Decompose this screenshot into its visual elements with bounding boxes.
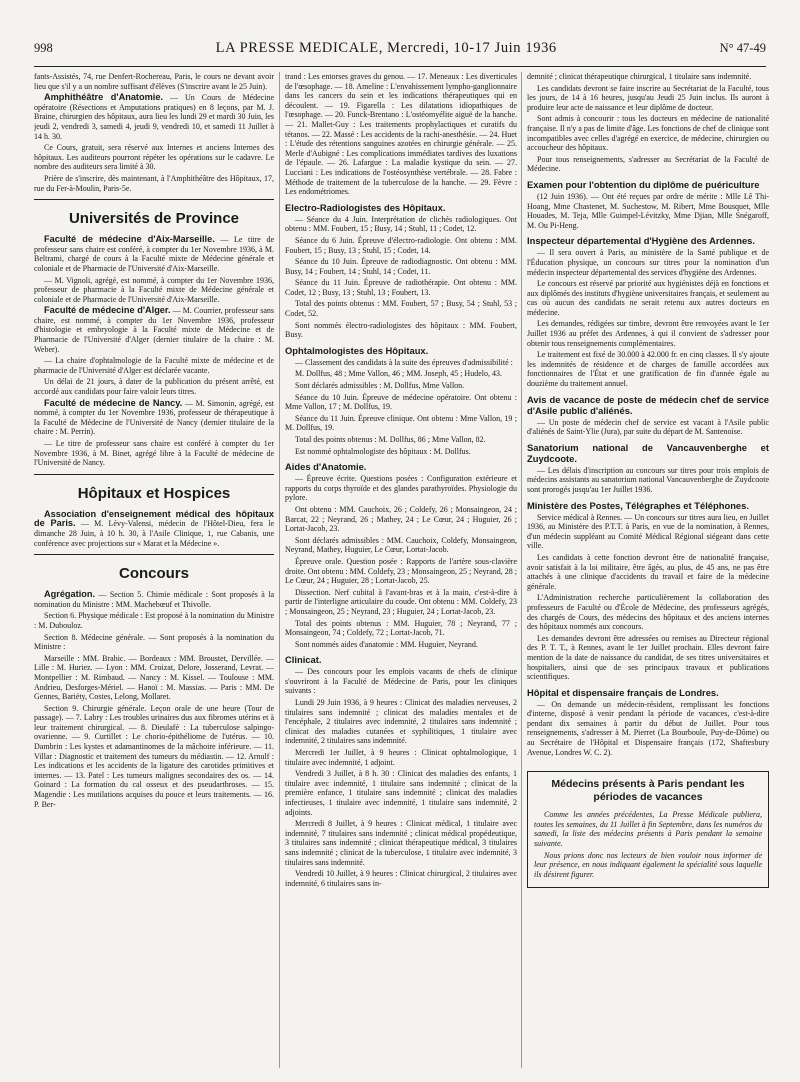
notice-text: — Un Cours de Médecine opératoire (Résections et Amputations pratiques) en 8 leçons, par M. J. Braine, chirurgien des hôpitaux, aura lieu les lundi 29 et mardi 30 Juin, les jeudi 2, vendredi 3, samedi 4, jeudi 9, vendredi 10, et samedi 11 Juillet à 14 h. 30. xyxy=(34,93,274,141)
paragraph: Un délai de 21 jours, à dater de la publication du présent arrêté, est accordé aux candidats pour faire valoir leurs titres. xyxy=(34,377,274,397)
paragraph: — Il sera ouvert à Paris, au ministère de la Santé publique et de l'Éducation physique, un concours sur titres pour la nomination d'un médecin inspecteur départemental des services d'hygiène des Ardennes. xyxy=(527,248,769,277)
paragraph: — Séance du 4 Juin. Interprétation de clichés radiologiques. Ont obtenu : MM. Foubert, 15 ; Busy, 14 ; Stuhl, 11 ; Codet, 12. xyxy=(285,214,517,234)
notice-nancy xyxy=(34,399,274,437)
notice-title: Agrégation. xyxy=(44,589,96,600)
notice-text: — Section 5. Chimie médicale : Sont proposés à la nomination du Ministre : MM. Machebœuf et Thivolle. xyxy=(34,590,274,609)
section-rule xyxy=(34,554,274,555)
paragraph: Sont déclarés admissibles : MM. Cauchoix, Coldefy, Monsaingeon, Neyrand, Mathey, Huguier, Le Cœur, Lortat-Jacob. xyxy=(285,535,517,555)
paragraph: Sont nommés aides d'anatomie : MM. Huguier, Neyrand. xyxy=(295,639,478,649)
paragraph: Mercredi 8 Juillet, à 9 heures : Clinicat médical, 1 titulaire avec indemnité, 7 titulaires sans indemnité ; clinicat médical propédeutique, 3 titulaires sans indemnité ; clinicat thérapeutique médical, 3 titulaires sans indemnité ; clinicat de la tuberculose, 1 titulaire avec indemnité, 3 titulaires sans indemnité. xyxy=(285,819,517,867)
box-paragraph xyxy=(534,851,762,880)
notice-title: Ophtalmologistes des Hôpitaux. xyxy=(285,344,429,356)
notice-text: — M. Lévy-Valensi, médecin de l'Hôtel-Dieu, fera le dimanche 28 Juin, à 10 h. 30, à l'Asile Clinique, 1, rue Cabanis, une conférence avec projections sur « Marat et la Médecine ». xyxy=(34,519,274,548)
box-title: Médecins présents à Paris pendant les périodes de vacances xyxy=(551,778,745,804)
paragraph: Les candidats devront se faire inscrire au Secrétariat de la Faculté, tous les jours, de 14 à 16 heures, jusqu'au Jeudi 25 Juin inclus. Ils auront à produire leur acte de naissance et leur diplôme de docteur. xyxy=(527,83,769,112)
paragraph: fants-Assistés, 74, rue Denfert-Rochereau, Paris, le cours ne devant avoir lieu que s'il y a un nombre suffisant d'élèves (S'inscrire avant le 25 Juin). xyxy=(34,72,274,91)
notice-title: Hôpital et dispensaire français de Londres. xyxy=(527,686,719,698)
paragraph: Sont déclarés admissibles : M. Dollfus, Mme Vallon. xyxy=(295,381,465,391)
paragraph: Marseille : MM. Brahic. — Bordeaux : MM. Broustet, Dervillée. — Lille : M. Huriez. — Lyon : MM. Croizat, Delore, Josserand, Levrat. — Montpellier : M. Rimbaud. — Nancy : M. Kissel. — Toulouse : MM. Andrieu, Desforges-Mériel. — Hanoï : M. Massias. — Paris : MM. De Gennes, Bariéty, Costes, Lelong, Mollaret. xyxy=(34,653,274,702)
paragraph: demnité ; clinicat thérapeutique chirurgical, 1 titulaire sans indemnité. xyxy=(527,72,752,81)
notice-title: Faculté de médecine d'Alger. xyxy=(44,305,171,316)
paragraph: trand : Les entorses graves du genou. — 17. Meneaux : Les diverticules de l'œsophage. — 18. Ameline : L'envahissement lympho-ganglionnaire dans les cancers du sein et les indications thérapeutiques qui en découlent. — 19. Figarella : Les dilatations idiopathiques de l'œsophage. — 20. Funck-Brentano : L'ostéomyélite aiguë de la hanche. — 21. Mallet-Guy : Les traitements prophylactiques et curatifs du tétanos. — 22. Massé : Les accidents de la rachi-anesthésie. — 24. Huet : L'étude des rétentions sanguines azotées en chirurgie générale. — 25. Merle d'Aubigné : Les complications immédiates tardives des luxations de l'épaule. — 26. Lafargue : La maladie kystique du sein. — 27. Lucciani : Les indications de l'ostéosynthèse vertébrale. — 28. Fabre : Méthode de traitement de la tuberculose de la hanche. — 29. Fèvre : Les endométriomes. xyxy=(285,72,517,197)
paragraph: Les demandes devront être adressées ou remises au Directeur régional des P. T. T., à Rennes, avant le 1er Juillet prochain. Elles devront faire mention de la date de naissance du candidat, de ses titres universitaires et hospitaliers, ainsi que de ses principaux travaux et publications scientifiques. xyxy=(527,633,769,682)
paragraph: Est nommé ophtalmologiste des hôpitaux : M. Dollfus. xyxy=(295,446,471,456)
paragraph: — Le titre de professeur sans chaire est conféré à compter du 1er Novembre 1936, à M. Binet, agrégé libre à la Faculté de médecine de l'Université de Nancy. xyxy=(34,439,274,468)
paragraph: Total des points obtenus : MM. Huguier, 78 ; Neyrand, 77 ; Monsaingeon, 74 ; Coldefy, 72 ; Lortat-Jacob, 71. xyxy=(285,618,517,638)
issue-number: N° 47-49 xyxy=(719,41,766,55)
paragraph: Lundi 29 Juin 1936, à 9 heures : Clinicat des maladies nerveuses, 2 titulaires sans indemnité ; clinicat des maladies mentales et de l'encéphale, 2 titulaires avec indemnité, 2 titulaires sans indemnité ; clinicat des maladies cutanées et syphilitiques, 1 titulaire avec indemnité, 2 titulaires sans indemnité. xyxy=(285,698,517,746)
paragraph: Séance du 11 Juin. Épreuve clinique. Ont obtenu : Mme Vallon, 19 ; M. Dollfus, 19. xyxy=(285,413,517,433)
paragraph: Séance du 11 Juin. Épreuve de radiothérapie. Ont obtenu : MM. Codet, 12 ; Busy, 13 ; Stuhl, 13 ; Foubert, 13. xyxy=(285,278,517,297)
paragraph: Sont nommés électro-radiologistes des hôpitaux : MM. Foubert, Busy. xyxy=(285,320,517,340)
paragraph: Section 9. Chirurgie générale. Leçon orale de une heure (Tour de passage). — 7. Labry : Les troubles urinaires dus aux fibromes utérins et à leur traitement chirurgical. — 8. Dieulafé : La tuberculose salpingo-ovarienne. — 9. Curtillet : Le chorio-épithéliome de l'utérus. — 10. Dambrin : Les kystes et adamantinomes de la mâchoire inférieure. — 11. Villar : Diagnostic et traitement des tumeurs du médiastin. — 12. Arnulf : Les indications et les accidents de la ligature des carotides primitives et internes. — 13. Patel : Les tumeurs malignes secondaires des os. — 14. Goinard : La formation du cal osseux et des pseudarthroses. — 15. Magendie : Les mutilations acquises du pouce et leurs traitements. — 16. P. Ber- xyxy=(34,703,274,809)
paragraph: Section 6. Physique médicale : Est proposé à la nomination du Ministre : M. Dubouloz. xyxy=(34,611,274,630)
section-rule xyxy=(34,474,274,475)
paragraph: L'Administration recherche particulièrement la collaboration des professeurs de Faculté ou d'École de Médecine, des professeurs agrégés, des chargés de Cours, des médecins des hôpitaux et des anciens internes des hôpitaux nommés aux concours. xyxy=(527,593,769,632)
paragraph: Ce Cours, gratuit, sera réservé aux Internes et anciens Internes des hôpitaux. Les auditeurs pourront répéter les opérations sur le cadavre. Le nombre des auditeurs sera limité à 30. xyxy=(34,143,274,172)
notice-title: Avis de vacance de poste de médecin chef de service d'Asile public d'aliénés. xyxy=(527,393,769,416)
vacances-notice-box xyxy=(527,771,769,888)
paragraph: Section 8. Médecine générale. — Sont proposés à la nomination du Ministre : xyxy=(34,632,274,652)
paragraph: Séance du 6 Juin. Épreuve d'électro-radiologie. Ont obtenu : MM. Foubert, 15 ; Busy, 13 ; Stuhl, 15 ; Codet, 14. xyxy=(285,235,517,255)
paragraph: Prière de s'inscrire, dès maintenant, à l'Amphithéâtre des Hôpitaux, 17, rue du Fer-à-Moulin, Paris-5e. xyxy=(34,173,274,193)
paragraph: (12 Juin 1936). — Ont été reçues par ordre de mérite : Mlle Lê Thi-Hoang, Mme Chastenet, M. Suchestow, M. Ribert, Mme Bousquet, Mlle Houades, M. Teja, Mlle Guimpel-Lévitzky, Mme Djian, Mlle Snégaroff, M. Ou Pi-Heng. xyxy=(527,191,769,230)
column-left xyxy=(34,72,274,1068)
box-text: Comme les années précédentes, La Presse Médicale publiera, toutes les semaines, du 11 Juillet à fin Septembre, dans les numéros du samedi, la liste des médecins présents à Paris pendant la semaine suivante. xyxy=(534,810,762,849)
notice-title: Faculté de médecine de Nancy. xyxy=(44,397,183,408)
paragraph: — Un poste de médecin chef de service est vacant à l'Asile public d'aliénés de Saint-Ylie (Jura), par suite du départ de M. Santenoise. xyxy=(527,417,769,437)
column-divider xyxy=(279,72,280,1068)
column-divider xyxy=(521,72,522,1068)
paragraph: — On demande un médecin-résident, remplissant les fonctions d'interne, disposé à venir pendant la période de vacances, c'est-à-dire pendant dix semaines à partir du début de Juillet. Pour tous renseignements, s'adresser à M. Pierret (La Bourboule, Puy-de-Dôme) ou au Secrétaire de l'Hôpital et Dispensaire français (172, Shaftesbury Avenue, Londres W. C. 2). xyxy=(527,699,769,757)
paragraph: — Les délais d'inscription au concours sur titres pour trois emplois de médecins assistants au sanatorium national Vancauvenberghe de Zuydcoote sont prorogés jusqu'au 1er Juillet 1936. xyxy=(527,465,769,494)
notice-amphitheatre xyxy=(34,93,274,141)
paragraph: Séance du 10 Juin. Épreuve de médecine opératoire. Ont obtenu : Mme Vallon, 17 ; M. Dollfus, 19. xyxy=(285,392,517,412)
paragraph: Sont admis à concourir : tous les docteurs en médecine de nationalité française. Il n'y a pas de limite d'âge. Les fonctions de chef de clinique sont incompatibles avec celles d'agrégé en exercice, de médecine, chirurgien ou accoucheur des hôpitaux. xyxy=(527,114,769,153)
paragraph: — Des concours pour les emplois vacants de chefs de clinique s'ouvriront à la Faculté de Médecine de Paris, pour les cliniques suivants : xyxy=(285,667,517,696)
paragraph: Séance du 10 Juin. Épreuve de radiodiagnostic. Ont obtenu : MM. Busy, 14 ; Foubert, 14 ; Stuhl, 14 ; Codet, 11. xyxy=(285,257,517,276)
column-right xyxy=(527,72,769,1068)
notice-title: Examen pour l'obtention du diplôme de puériculture xyxy=(527,178,760,190)
paragraph: — La chaire d'ophtalmologie de la Faculté mixte de médecine et de pharmacie de l'Université d'Alger est déclarée vacante. xyxy=(34,356,274,375)
notice-title: Clinicat. xyxy=(285,654,322,666)
paragraph: — Épreuve écrite. Questions posées : Configuration extérieure et rapports du corps thyroïde et des glandes parathyroïdes. Physiologie du pylore. xyxy=(285,474,517,503)
notice-alger xyxy=(34,306,274,354)
notice-title: Amphithéâtre d'Anatomie. xyxy=(44,92,163,103)
section-heading-concours: Concours xyxy=(118,565,189,583)
paragraph: — M. Vignoli, agrégé, est nommé, à compter du 1er Novembre 1936, professeur de pharmacie à la Faculté mixte de Médecine générale et coloniale et de Pharmacie de l'Université d'Aix-Marseille. xyxy=(34,275,274,304)
paragraph: Service médical à Rennes. — Un concours sur titres aura lieu, en Juillet 1936, au Ministère des P.T.T. à Paris, en vue de la nomination, à Rennes, d'un médecin suppléant au Comité Médical Régional siégeant dans cette ville. xyxy=(527,512,769,551)
paragraph: Dissection. Nerf cubital à l'avant-bras et à la main, c'est-à-dire à partir de l'interligne articulaire du coude. Ont obtenu : MM. Coldefy, 23 ; Monsaingeon, 25 ; Neyrand, 23 ; Huguier, 24 ; Lortat-Jacob, 23. xyxy=(285,587,517,616)
paragraph: Les demandes, rédigées sur timbre, devront être renvoyées avant le 1er Juillet 1936 au préfet des Ardennes, à qui il convient de s'adresser pour obtenir tous renseignements complémentaires. xyxy=(527,319,769,348)
box-text: Nous prions donc nos lecteurs de bien vouloir nous informer de leur présence, en nous indiquant également la spécialité sous laquelle ils désirent figurer. xyxy=(534,850,762,879)
notice-title: Ministère des Postes, Télégraphes et Téléphones. xyxy=(527,499,749,511)
publication-title: LA PRESSE MEDICALE, Mercredi, 10-17 Juin 1936 xyxy=(215,40,557,56)
paragraph: Le traitement est fixé de 30.000 à 42.000 fr. en cinq classes. Il s'y ajoute les indemnités de résidence et de charges de famille accordées aux fonctionnaires de l'État et une gratification de fin d'année égale au douzième du traitement annuel. xyxy=(527,350,769,389)
paragraph: Vendredi 3 Juillet, à 8 h. 30 : Clinicat des maladies des enfants, 1 titulaire avec indemnité, 1 titulaire sans indemnité ; clinicat de la première enfance, 1 titulaire sans indemnité ; clinicat des maladies infectieuses, 1 titulaire avec indemnité, 1 titulaire sans indemnité, 2 adjoints. xyxy=(285,769,517,817)
notice-title: Association d'enseignement médical des hôpitaux de Paris. xyxy=(34,508,274,529)
notice-title: Sanatorium national de Vancauvenberghe et Zuydcoote. xyxy=(527,441,769,464)
paragraph: Le concours est réservé par priorité aux hygiénistes déjà en fonctions et aux diplômés des instituts d'hygiène universitaires français, et seulement au cas où aucun des candidats ne serait retenu aux autres docteurs en médecine. xyxy=(527,279,769,317)
section-heading-universites: Universités de Province xyxy=(68,210,240,228)
box-paragraph xyxy=(534,810,762,848)
notice-title: Inspecteur départemental d'Hygiène des Ardennes. xyxy=(527,235,755,247)
notice-text: — Le titre de professeur sans chaire est conféré, à compter du 1er Novembre 1936, à M. Beltrami, chargé de cours à la Faculté mixte de Médecine générale et coloniale et de Pharmacie de l'Université d'Aix-Marseille. xyxy=(34,235,274,273)
paragraph: Pour tous renseignements, s'adresser au Secrétariat de la Faculté de Médecine. xyxy=(527,154,769,174)
notice-agregation xyxy=(34,590,274,609)
paragraph: Mercredi 1er Juillet, à 9 heures : Clinicat ophtalmologique, 1 titulaire avec indemnité, 1 adjoint. xyxy=(285,748,517,767)
paragraph: Total des points obtenus : MM. Foubert, 57 ; Busy, 54 ; Stuhl, 53 ; Codet, 52. xyxy=(285,299,517,319)
notice-title: Electro-Radiologistes des Hôpitaux. xyxy=(285,201,446,213)
notice-title: Faculté de médecine d'Aix-Marseille. xyxy=(44,234,215,245)
section-rule xyxy=(34,199,274,200)
page-header xyxy=(34,40,766,67)
notice-association xyxy=(34,510,274,548)
notice-aix xyxy=(34,235,274,273)
notice-text: — M. Simonin, agrégé, est nommé, à compter du 1er Novembre 1936, professeur de thérapeutique à la Faculté de Médecine de l'Université de Nancy (dernier titulaire de la chaire : M. Perrin). xyxy=(34,398,274,437)
section-heading-hopitaux: Hôpitaux et Hospices xyxy=(77,484,231,502)
page-number: 998 xyxy=(34,41,53,55)
column-middle xyxy=(285,72,517,1068)
paragraph: Total des points obtenus : M. Dollfus, 86 ; Mme Vallon, 82. xyxy=(295,435,486,444)
paragraph: Vendredi 10 Juillet, à 9 heures : Clinicat chirurgical, 2 titulaires avec indemnité, 6 titulaires sans in- xyxy=(285,869,517,888)
paragraph: — Classement des candidats à la suite des épreuves d'admissibilité : xyxy=(295,357,513,367)
paragraph: M. Dollfus, 48 ; Mme Vallon, 46 ; MM. Joseph, 45 ; Hudelo, 43. xyxy=(295,369,502,379)
paragraph: Ont obtenu : MM. Cauchoix, 26 ; Coldefy, 26 ; Monsaingeon, 24 ; Barcat, 22 ; Neyrand, 26 ; Mathey, 24 ; Le Cœur, 24 ; Huguier, 26 ; Lortat-Jacob, 23. xyxy=(285,504,517,534)
paragraph: Les candidats à cette fonction devront être de nationalité française, avoir satisfait à la loi militaire, être âgés, au plus, de 45 ans, ne pas être attachés à une clinique d'accidents du travail et faire de la médecine générale. xyxy=(527,552,769,591)
notice-title: Aides d'Anatomie. xyxy=(285,461,367,473)
notice-text: — M. Courrier, professeur sans chaire, est nommé, à compter du 1er Novembre 1936, professeur d'histologie et embryologie à la Faculté mixte de Médecine et de Pharmacie de l'Université d'Alger (dernier titulaire de la chaire : M. Weber). xyxy=(34,306,274,354)
paragraph: Épreuve orale. Question posée : Rapports de l'artère sous-clavière droite. Ont obtenu : MM. Coldefy, 23 ; Monsaingeon, 25 ; Neyrand, 28 ; Le Cœur, 24 ; Huguier, 28 ; Lortat-Jacob, 25. xyxy=(285,556,517,586)
